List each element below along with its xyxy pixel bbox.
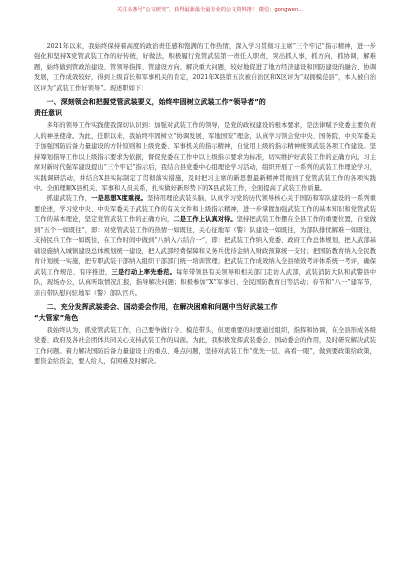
section-heading-1-line-1: 一、深刻领会和把握党管武装要义，始终牢固树立武装工作“领导者”的 bbox=[46, 98, 266, 107]
section-1-paragraph-1: 多年的领导工作实践使我深切认识到：加强对武装工作的领导，是党的政权建设的根本要求，是法律赋予党委主要负责人的神圣使命。为此，任职以来，我始终牢固树立“协调发展、军地国安”理念，认真学习领会党中央、国务院、中央军委关于加强国防后备力量建设的方针原则和上级党委、军事机关的指示精神，自觉用上级的指示精神统领武装各项工作建设。坚持筹划指导工作以上级指示要求为依据，督促党委在工作中以上级指示要求为标准，切实维护好武装工作的正确方向。习主席对新时代强军建设提出“三个牢记”指示后，我结合县党委中心组理论学习活动，组织开展了一系列的武装工作理论学习，实践调研活动，并结合X县实际制定了贯彻落实措施，及时把习主席的新思想最新精神贯彻到了党管武装工作的各项实践中。全面理顺X县机关、军事和人员关系，扎实做好新形势下的X县武装工作，全面提高了武装工作质量。 bbox=[34, 122, 376, 192]
text-segment: 坚持把武装工作摆在全县工作的重要位置，自觉做到“五个一如既往”，即：对党管武装工作的热情一如既往，关心征地军（警）队建设一如既往，为部队排忧解难一如既往，支持民兵工作一如既往，在工作时间中做到“八纳入六结合一”，即：把武装工作纳入党委、政府工作总体规划，把人武部基础设施纳入城镇建设总体规划统一建设，把人武部经费保障和义务兵优待金纳入财政预算统一支付；把国防教育纳入全民教育计划统一实施，把专职武装干部纳入组织干部部门统一培训管理；把武装工作成效纳入全县绩效考评体系统一考评，确保武装工作规范、有序推进， bbox=[34, 216, 377, 276]
section-heading-2 bbox=[34, 302, 376, 324]
text-segment: 坚持用理论武装头脑，认真学习党的历代领导核心关于国防和军队建设的一系列重要论述，学习党中央、中央军委关于武装工作的有关文件和上级指示精神，进一步掌握加强武装工作的基本知识和党管武装工作的基本理论，坚定党管武装工作的正确方向， bbox=[34, 195, 377, 224]
section-heading-1-line-2: 责任意识 bbox=[34, 109, 62, 118]
banner-line-1: 关注头条号“公文研究”，获得最新最全最专业的公文资料推！ 微信：gongwen... bbox=[116, 7, 304, 13]
bold-point-1: 一是思想X度重视。 bbox=[91, 195, 147, 203]
text-segment: 每年带领县有关领导和相关部门走访人武部，武装消防大队和武警县中队，现场办公，认真听取情况汇报，指导解决问题；积极参加“X”军事日、全民国防教育日等活动；春节和“八一”建军节，亲自带队慰问驻地军（警）部队官兵。 bbox=[34, 268, 377, 297]
section-2-paragraph-1: 我始终认为，抓党管武装工作，自己要争做行令、模范带头，但更重要的时要通过组织，指挥和协调，在全县形成各级党委、政府及各社会团体共同关心支持武装工作的局面。为此，我积极发挥武装委会、国动委会的作用，及时研究解决武装工作问题。着力解决国防后备力量建设上的重点、难点问题，坚持对武装工作“优先一层、高看一眼”，做到要政策给政策，要资金给资金，要人给人，有困难及时解决。 bbox=[34, 326, 376, 366]
header-banner bbox=[60, 6, 360, 14]
text-segment: 抓建武装工作， bbox=[46, 195, 92, 203]
section-1-paragraph-2 bbox=[34, 194, 376, 299]
bold-point-2: 二是工作上认真对待。 bbox=[173, 216, 237, 224]
bold-point-3: 三是行动上率先垂范。 bbox=[111, 268, 177, 276]
section-heading-2-line-1: 二、充分发挥武装委会、国动委会作用，在解决困难和问题中当好武装工作 bbox=[46, 302, 278, 311]
document-body bbox=[34, 42, 376, 368]
section-heading-2-line-2: “大管家”角色 bbox=[34, 313, 79, 322]
intro-paragraph: 2021年以来，我始终保持着高度的政治责任感和饱满的工作热情，深入学习贯彻习主席“三个牢记”指示精神，进一步强化和坚持X党管武装工作的好传统，好做法，积极履行党管武装第一责任人职责，突出抓人事，抓方向，抓协调，解难题，始终做到管政治建设、管领导指挥、管建设方向、解决重大问题，较好地促进了地方经济建设和国防建设的融合、协调发展，工作成效较好，得到上级首长和军事机关的肯定，2021年X县第五次被自治区和X区评为“双拥模范县”，本人被自治区评为“武装工作好领导”。现述职如下： bbox=[34, 43, 376, 92]
section-heading-1 bbox=[34, 97, 376, 119]
